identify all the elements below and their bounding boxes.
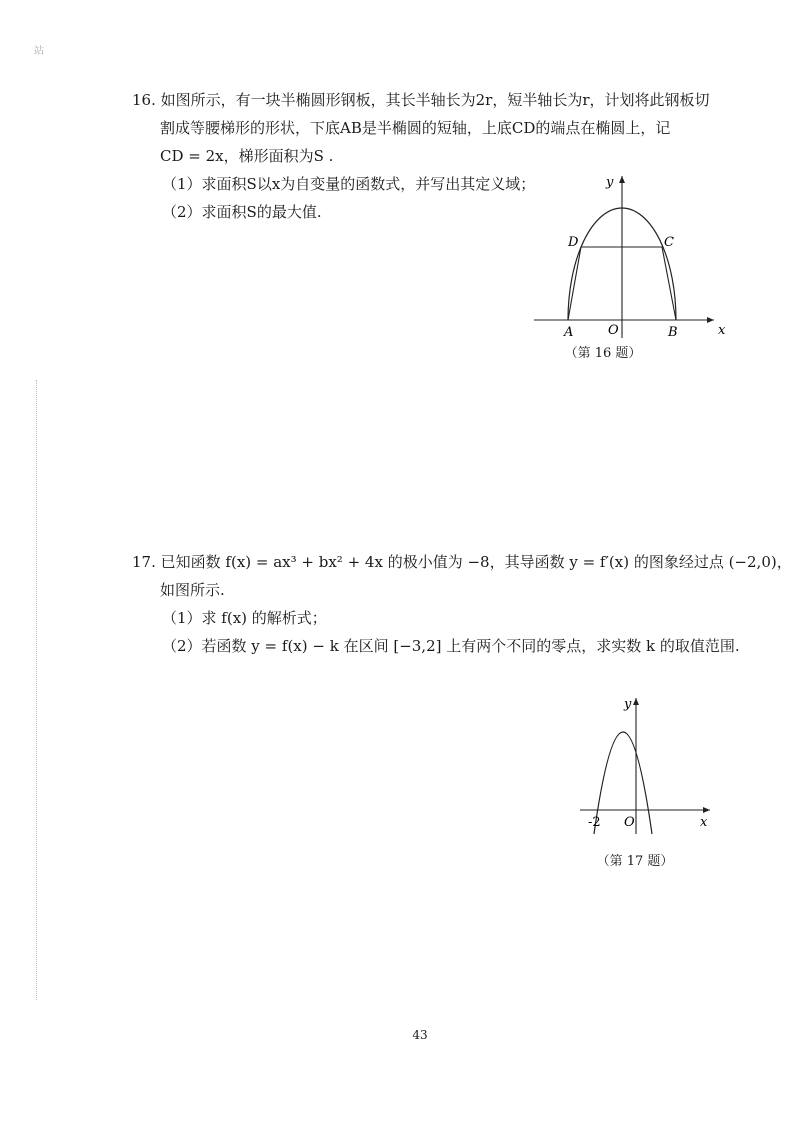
fig16-label-y: y [606,175,614,190]
q17-text-line2: 如图所示. [160,581,225,599]
fig16-label-O: O [608,323,619,338]
q16-number: 16. [132,91,156,109]
binding-margin-dots [36,380,41,1000]
figure-16-svg [528,170,728,370]
q16-part1: （1）求面积S以x为自变量的函数式，并写出其定义域； [162,175,536,193]
question-17 [132,548,792,660]
figure-16-caption: （第 16 题） [564,346,642,361]
figure-17 [576,692,716,874]
q16-text-line2: 割成等腰梯形的形状，下底AB是半椭圆的短轴，上底CD的端点在椭圆上，记 [160,119,671,137]
figure-17-caption: （第 17 题） [596,854,674,869]
figure-16 [528,170,728,370]
fig17-label-neg2: -2 [588,815,601,830]
q17-part1: （1）求 f(x) 的解析式； [162,609,327,627]
q17-number: 17. [132,553,156,571]
fig16-label-x: x [718,323,726,338]
q17-text-line1: 已知函数 f(x) = ax³ + bx² + 4x 的极小值为 −8，其导函数 y = f′(x) 的图象经过点 (−2,0)， [160,553,792,571]
fig17-parabola [594,732,652,834]
q17-part2: （2）若函数 y = f(x) − k 在区间 [−3,2] 上有两个不同的零点，求实数 k 的取值范围. [162,637,740,655]
q16-text-line3: CD = 2x，梯形面积为S . [160,147,334,165]
figure-17-svg [576,692,716,874]
corner-mark: 站 [34,46,44,57]
fig17-label-O: O [624,815,635,830]
fig16-x-arrow [707,317,714,323]
fig17-x-arrow [703,807,710,813]
q16-text-line1: 如图所示，有一块半椭圆形钢板，其长半轴长为2r，短半轴长为r，计划将此钢板切 [160,91,710,109]
fig16-label-A: A [564,325,574,340]
fig17-y-arrow [633,698,639,705]
fig17-label-y: y [624,697,632,712]
q16-line1 [132,86,710,114]
fig16-label-C: C [664,235,674,250]
fig16-y-arrow [619,176,625,183]
page-number: 43 [412,1028,428,1042]
fig16-label-B: B [668,325,678,340]
q16-part2: （2）求面积S的最大值. [162,203,322,221]
fig16-label-D: D [568,235,579,250]
q17-line1 [132,548,792,576]
fig17-label-x: x [700,815,708,830]
